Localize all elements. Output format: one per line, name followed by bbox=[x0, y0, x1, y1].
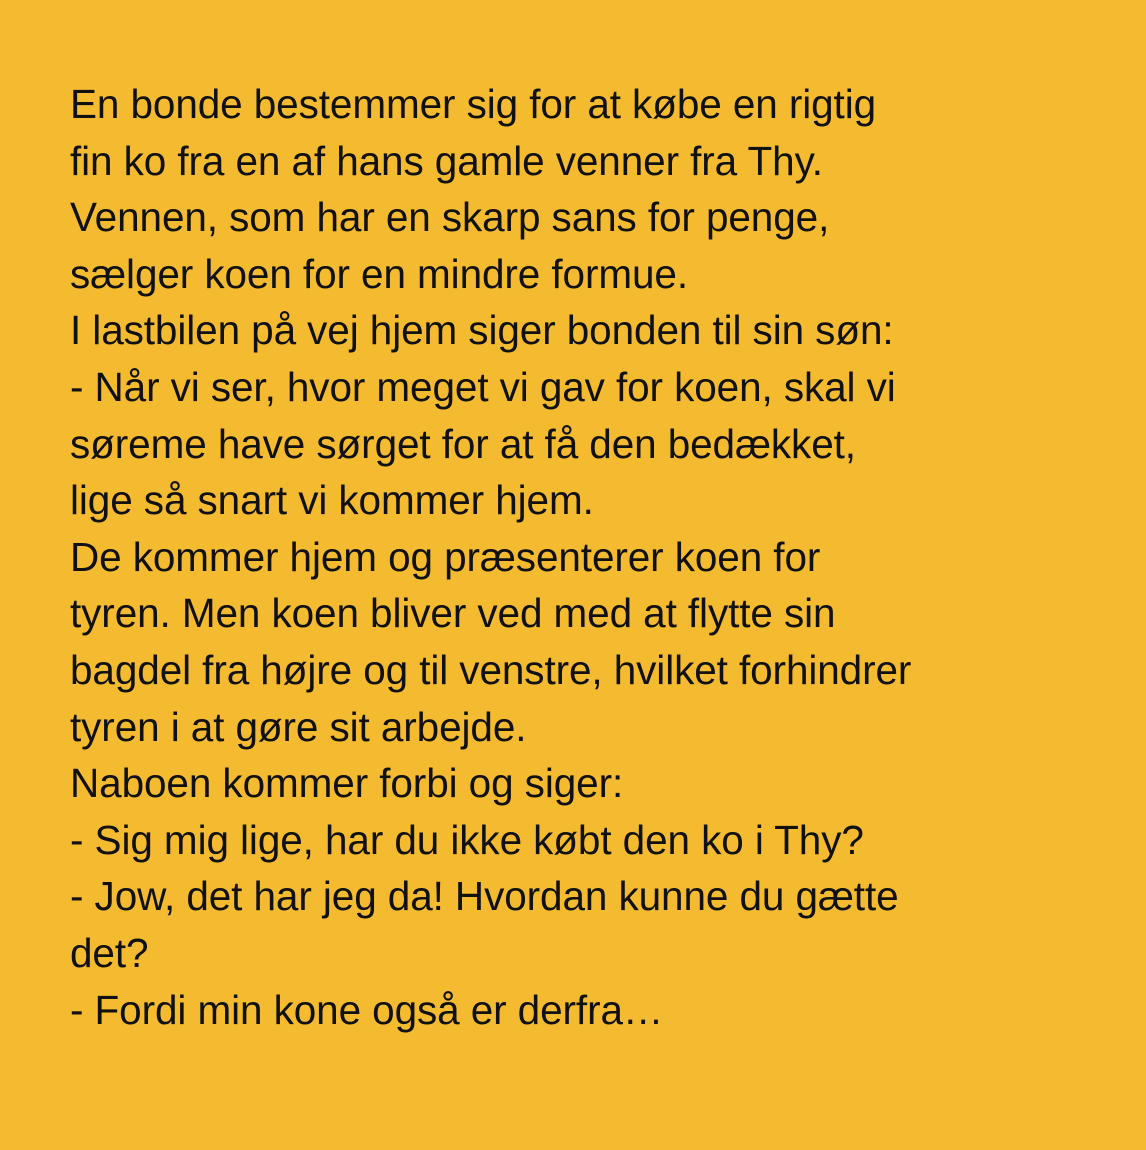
story-line: bagdel fra højre og til venstre, hvilket forhindrer bbox=[70, 646, 912, 693]
story-line: Naboen kommer forbi og siger: bbox=[70, 760, 624, 807]
story-line: - Fordi min kone også er derfra… bbox=[70, 986, 664, 1033]
story-line: En bonde bestemmer sig for at købe en rigtig bbox=[70, 81, 877, 127]
story-line: søreme have sørget for at få den bedækket, bbox=[70, 420, 856, 467]
story-line: sælger koen for en mindre formue. bbox=[70, 250, 688, 297]
story-line: Vennen, som har en skarp sans for penge, bbox=[70, 194, 830, 241]
story-line: - Når vi ser, hvor meget vi gav for koen, skal vi bbox=[70, 363, 896, 410]
story-line: fin ko fra en af hans gamle venner fra Thy. bbox=[70, 137, 823, 184]
story-line: De kommer hjem og præsenterer koen for bbox=[70, 533, 821, 580]
story-line: tyren. Men koen bliver ved med at flytte sin bbox=[70, 590, 836, 637]
story-line: I lastbilen på vej hjem siger bonden til sin søn: bbox=[70, 307, 894, 354]
story-line: - Jow, det har jeg da! Hvordan kunne du gætte bbox=[70, 873, 899, 920]
story-line: det? bbox=[70, 929, 149, 976]
story-line: - Sig mig lige, har du ikke købt den ko i Thy? bbox=[70, 816, 864, 863]
story-line: lige så snart vi kommer hjem. bbox=[70, 477, 594, 524]
story-text bbox=[70, 76, 1110, 1038]
story-line: tyren i at gøre sit arbejde. bbox=[70, 703, 527, 750]
